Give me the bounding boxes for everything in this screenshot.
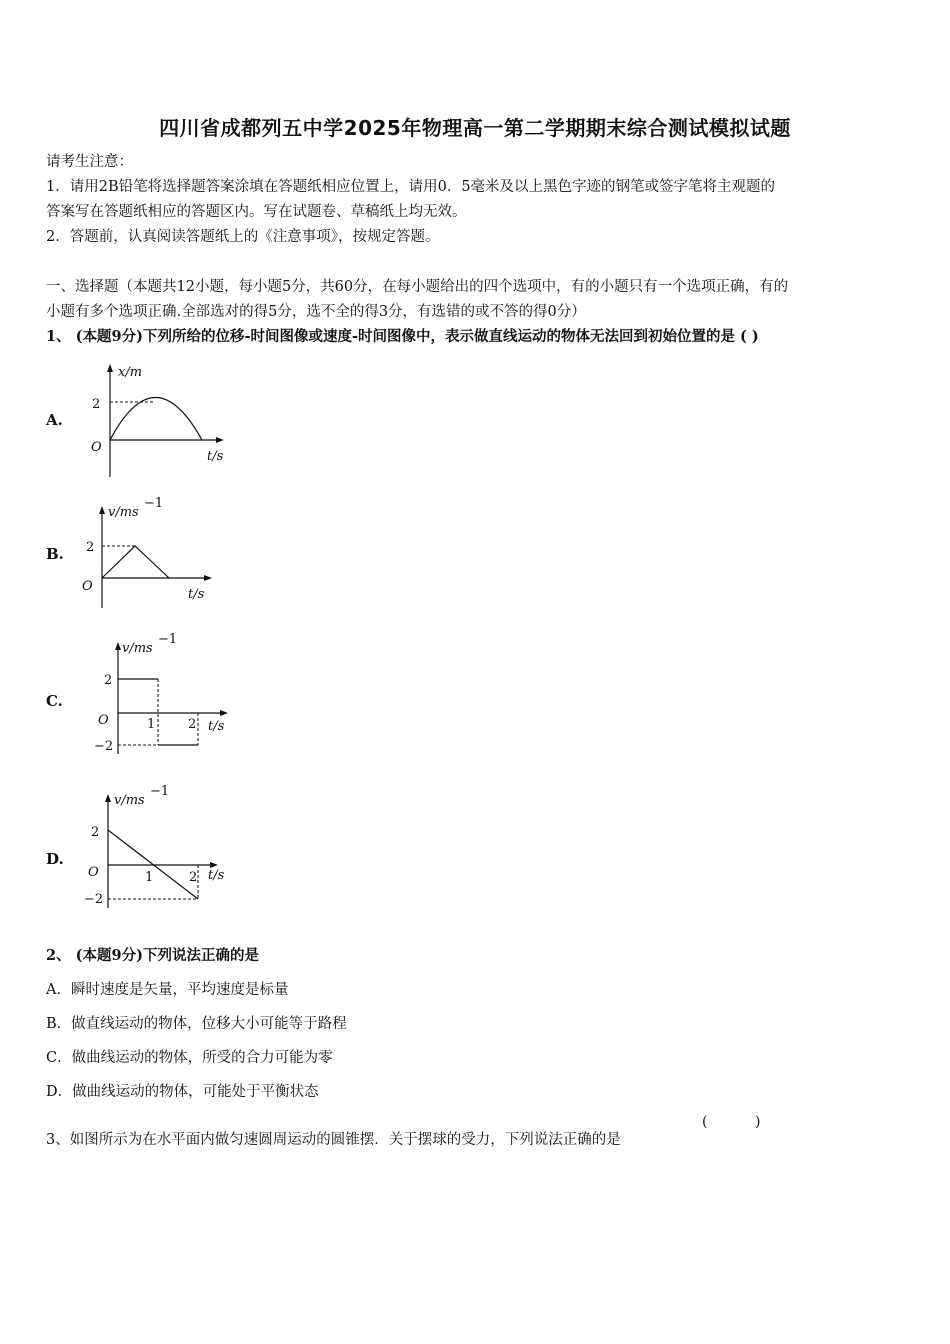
x-axis-label: t/s — [188, 587, 205, 602]
q2-option-b: B．做直线运动的物体，位移大小可能等于路程 — [46, 1016, 347, 1032]
velocity-triangle — [102, 546, 169, 578]
q1-option-d-label: D. — [46, 850, 64, 868]
y-axis-arrow — [105, 794, 111, 802]
y-axis-arrow — [115, 642, 121, 650]
question-2-stem: 2、 (本题9分)下列说法正确的是 — [46, 947, 259, 964]
x-axis-arrow — [204, 575, 212, 581]
x-tick-1: 1 — [147, 717, 156, 732]
x-axis-arrow — [220, 710, 228, 716]
displacement-curve — [110, 398, 202, 441]
y-tick-2: 2 — [91, 825, 100, 840]
section-intro-line-1: 一、选择题（本题共12小题，每小题5分，共60分，在每小题给出的四个选项中，有的小题只有一个选项正确，有的 — [46, 279, 789, 295]
y-axis-label: v/ms — [108, 505, 139, 520]
x-axis-label: t/s — [208, 719, 225, 734]
q1-option-a-label: A. — [46, 411, 63, 429]
x-axis-arrow — [216, 437, 224, 443]
x-tick-2: 2 — [189, 870, 198, 885]
x-tick-2: 2 — [188, 717, 197, 732]
x-axis-label: t/s — [207, 449, 224, 464]
origin-label: O — [82, 579, 93, 594]
q1-option-a-graph — [80, 360, 240, 480]
q1-option-b-graph — [78, 496, 238, 616]
q1-option-c-label: C. — [46, 692, 63, 710]
y-axis-arrow — [107, 364, 113, 372]
q2-option-c: C．做曲线运动的物体，所受的合力可能为零 — [46, 1050, 333, 1066]
origin-label: O — [98, 713, 109, 728]
y-tick-2: 2 — [86, 540, 95, 555]
q1-option-d-graph — [82, 786, 242, 916]
x-axis-label: t/s — [208, 868, 225, 883]
y-axis-unit-exponent: −1 — [144, 496, 164, 511]
notice-line-1a: 1．请用2B铅笔将选择题答案涂填在答题纸相应位置上，请用0．5毫米及以上黑色字迹的钢笔或签字笔将主观题的 — [46, 179, 776, 195]
question-1-stem: 1、 (本题9分)下列所给的位移-时间图像或速度-时间图像中，表示做直线运动的物体无法回到初始位置的是 ( ) — [46, 328, 759, 345]
x-tick-1: 1 — [145, 870, 154, 885]
y-tick-2: 2 — [104, 673, 113, 688]
question-3-stem: 3、如图所示为在水平面内做匀速圆周运动的圆锥摆．关于摆球的受力，下列说法正确的是 — [46, 1132, 621, 1148]
section-intro-line-2: 小题有多个选项正确.全部选对的得5分，选不全的得3分，有选错的或不答的得0分） — [46, 304, 586, 320]
notice-heading: 请考生注意： — [46, 154, 133, 170]
q1-option-c-graph — [92, 632, 252, 762]
y-axis-label: v/ms — [114, 793, 145, 808]
origin-label: O — [91, 440, 102, 455]
y-tick-2: 2 — [92, 397, 101, 412]
y-axis-unit-exponent: −1 — [150, 784, 170, 799]
y-axis-unit-exponent: −1 — [158, 632, 178, 647]
q2-option-a: A．瞬时速度是矢量，平均速度是标量 — [46, 982, 289, 998]
notice-line-1b: 答案写在答题纸相应的答题区内。写在试题卷、草稿纸上均无效。 — [46, 204, 467, 220]
y-axis-arrow — [99, 506, 105, 514]
page-title: 四川省成都列五中学2025年物理高一第二学期期末综合测试模拟试题 — [159, 116, 791, 140]
q1-option-b-label: B. — [46, 545, 64, 563]
origin-label: O — [88, 865, 99, 880]
q3-answer-paren-open: ( — [702, 1114, 708, 1130]
y-axis-label: v/ms — [122, 641, 153, 656]
notice-line-2: 2．答题前，认真阅读答题纸上的《注意事项》，按规定答题。 — [46, 229, 440, 245]
y-tick-neg2: −2 — [84, 892, 104, 907]
q3-answer-paren-close: ) — [755, 1114, 761, 1130]
y-axis-label: x/m — [118, 365, 143, 380]
y-tick-neg2: −2 — [94, 739, 114, 754]
q2-option-d: D．做曲线运动的物体，可能处于平衡状态 — [46, 1084, 319, 1100]
